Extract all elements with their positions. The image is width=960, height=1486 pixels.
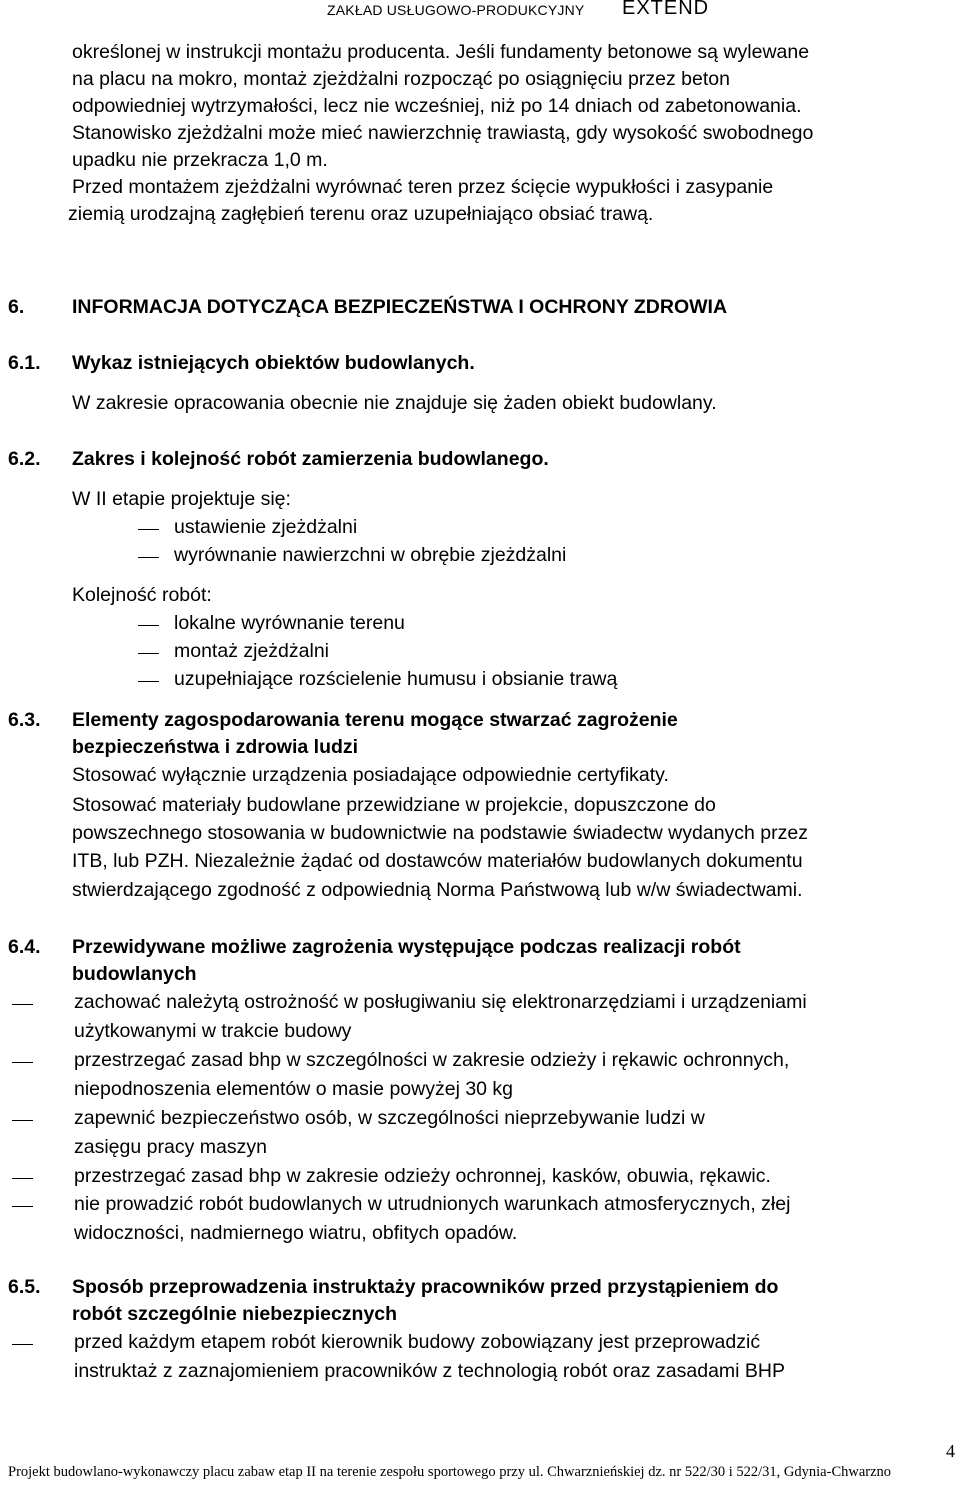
scope-intro: W II etapie projektuje się: — [72, 488, 291, 510]
bullet-dash — [12, 1120, 33, 1121]
list-item: zachować należytą ostrożność w posługiwaniu się elektronarzędziami i urządzeniami — [74, 991, 807, 1013]
list-item-continuation: użytkowanymi w trakcie budowy — [74, 1020, 352, 1042]
text-line: Stanowisko zjeżdżalni może mieć nawierzchnię trawiastą, gdy wysokość swobodnego — [72, 122, 814, 144]
bullet-dash — [12, 1344, 33, 1345]
list-item: przestrzegać zasad bhp w szczególności w zakresie odzieży i rękawic ochronnych, — [74, 1049, 790, 1071]
company-name: ZAKŁAD USŁUGOWO-PRODUKCYJNY — [327, 2, 585, 18]
list-item-continuation: instruktaż z zaznajomieniem pracowników z technologią robót oraz zasadami BHP — [74, 1360, 785, 1382]
list-item: ustawienie zjeżdżalni — [174, 516, 358, 538]
text-line: stwierdzającego zgodność z odpowiednią Norma Państwową lub w/w świadectwami. — [72, 879, 803, 901]
list-item: uzupełniające rozścielenie humusu i obsianie trawą — [174, 668, 618, 690]
footer-text: Projekt budowlano-wykonawczy placu zabaw etap II na terenie zespołu sportowego przy ul. Chwarznieńskiej dz. nr 522/30 i 522/31, Gdynia-Chwarzno — [8, 1464, 892, 1480]
section-title: Zakres i kolejność robót zamierzenia budowlanego. — [72, 448, 549, 470]
section-text: W zakresie opracowania obecnie nie znajduje się żaden obiekt budowlany. — [72, 392, 717, 414]
list-item: nie prowadzić robót budowlanych w utrudnionych warunkach atmosferycznych, złej — [74, 1193, 791, 1215]
bullet-dash — [138, 625, 159, 626]
section-title: budowlanych — [72, 963, 197, 985]
page-number: 4 — [946, 1441, 955, 1461]
bullet-dash — [138, 653, 159, 654]
list-item: wyrównanie nawierzchni w obrębie zjeżdżalni — [174, 544, 567, 566]
bullet-dash — [138, 557, 159, 558]
text-line: Stosować materiały budowlane przewidziane w projekcie, dopuszczone do — [72, 794, 716, 816]
section-title: Sposób przeprowadzenia instruktaży pracowników przed przystąpieniem do — [72, 1276, 779, 1298]
bullet-dash — [12, 1178, 33, 1179]
text-line: ziemią urodzajną zagłębień terenu oraz uzupełniająco obsiać trawą. — [68, 203, 654, 225]
text-line: określonej w instrukcji montażu producenta. Jeśli fundamenty betonowe są wylewane — [72, 41, 810, 63]
text-line: odpowiedniej wytrzymałości, lecz nie wcześniej, niż po 14 dniach od zabetonowania. — [72, 95, 802, 117]
order-label: Kolejność robót: — [72, 584, 212, 606]
bullet-dash — [12, 1062, 33, 1063]
section-number: 6.3. — [8, 709, 41, 731]
list-item: lokalne wyrównanie terenu — [174, 612, 405, 634]
section-title: Wykaz istniejących obiektów budowlanych. — [72, 352, 475, 374]
list-item-continuation: zasięgu pracy maszyn — [74, 1136, 267, 1158]
text-line: Przed montażem zjeżdżalni wyrównać teren przez ścięcie wypukłości i zasypanie — [72, 176, 774, 198]
text-line: upadku nie przekracza 1,0 m. — [72, 149, 328, 171]
section-title: Elementy zagospodarowania terenu mogące stwarzać zagrożenie — [72, 709, 678, 731]
section-number: 6.2. — [8, 448, 41, 470]
section-number: 6. — [8, 296, 25, 318]
section-title: robót szczególnie niebezpiecznych — [72, 1303, 398, 1325]
section-title: INFORMACJA DOTYCZĄCA BEZPIECZEŃSTWA I OCHRONY ZDROWIA — [72, 296, 728, 318]
bullet-dash — [12, 1004, 33, 1005]
bullet-dash — [12, 1206, 33, 1207]
list-item: przed każdym etapem robót kierownik budowy zobowiązany jest przeprowadzić — [74, 1331, 761, 1353]
list-item-continuation: niepodnoszenia elementów o masie powyżej 30 kg — [74, 1078, 514, 1100]
section-title: Przewidywane możliwe zagrożenia występujące podczas realizacji robót — [72, 936, 741, 958]
section-number: 6.5. — [8, 1276, 41, 1298]
section-number: 6.4. — [8, 936, 41, 958]
bullet-dash — [138, 529, 159, 530]
section-title: bezpieczeństwa i zdrowia ludzi — [72, 736, 359, 758]
bullet-dash — [138, 681, 159, 682]
section-number: 6.1. — [8, 352, 41, 374]
list-item: przestrzegać zasad bhp w zakresie odzieży ochronnej, kasków, obuwia, rękawic. — [74, 1165, 771, 1187]
text-line: Stosować wyłącznie urządzenia posiadające odpowiednie certyfikaty. — [72, 764, 669, 786]
brand-name: EXTEND — [622, 0, 710, 19]
text-line: ITB, lub PZH. Niezależnie żądać od dostawców materiałów budowlanych dokumentu — [72, 850, 803, 872]
list-item: zapewnić bezpieczeństwo osób, w szczególności nieprzebywanie ludzi w — [74, 1107, 705, 1129]
list-item-continuation: widoczności, nadmiernego wiatru, obfitych opadów. — [74, 1222, 518, 1244]
text-line: powszechnego stosowania w budownictwie na podstawie świadectw wydanych przez — [72, 822, 808, 844]
list-item: montaż zjeżdżalni — [174, 640, 329, 662]
text-line: na placu na mokro, montaż zjeżdżalni rozpocząć po osiągnięciu przez beton — [72, 68, 730, 90]
